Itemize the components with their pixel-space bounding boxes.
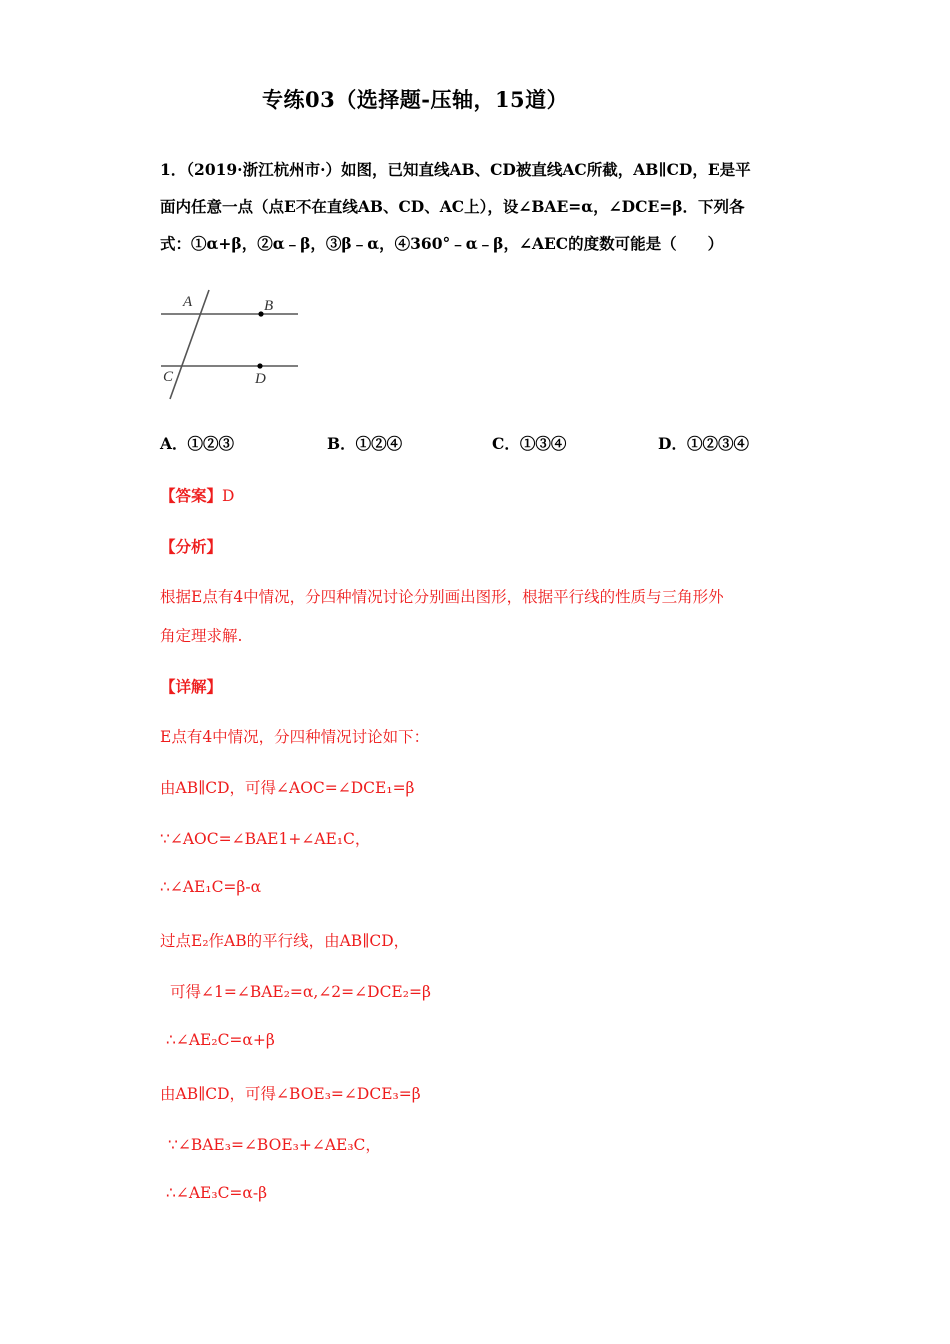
option-d-text: ①②③④ [686,434,749,453]
detail-line-3: ∵∠AOC=∠BAE1+∠AE₁C， [160,830,371,848]
analysis-line-1: 根据E点有4中情况，分四种情况讨论分别画出图形，根据平行线的性质与三角形外 [160,588,724,606]
option-c-letter: C． [492,434,520,453]
question-line-2: 面内任意一点（点E不在直线AB、CD、AC上），设∠BAE=α，∠DCE=β．下列各 [160,197,745,216]
detail-line-2: 由AB∥CD，可得∠AOC=∠DCE₁=β [160,779,415,797]
answer-value: D [222,487,235,505]
page-title: 专练03（选择题-压轴，15道） [262,87,569,112]
option-c [492,432,566,454]
answer-row [160,484,234,506]
question-line-3: 式：①α+β，②α﹣β，③β﹣α，④360°﹣α﹣β，∠AEC的度数可能是（ ） [160,234,724,253]
point-b [258,311,263,316]
geometry-figure [158,286,303,404]
detail-line-6: 可得∠1=∠BAE₂=α,∠2=∠DCE₂=β [170,983,431,1001]
option-a-letter: A． [160,434,188,453]
detail-label: 【详解】 [160,677,223,696]
option-b-letter: B． [327,434,356,453]
question-line-1: 1．（2019·浙江杭州市·）如图，已知直线AB、CD被直线AC所截，AB∥CD，E是平 [160,160,751,179]
label-b: B [264,298,274,314]
detail-line-8: 由AB∥CD，可得∠BOE₃=∠DCE₃=β [160,1085,421,1103]
option-c-text: ①③④ [519,434,567,453]
option-b [327,432,402,454]
detail-line-9: ∵∠BAE₃=∠BOE₃+∠AE₃C， [168,1136,381,1154]
detail-line-1: E点有4中情况，分四种情况讨论如下： [160,728,430,746]
label-a: A [183,294,193,310]
detail-line-10: ∴∠AE₃C=α-β [166,1184,268,1202]
detail-line-7: ∴∠AE₂C=α+β [166,1031,275,1049]
option-b-text: ①②④ [355,434,403,453]
detail-line-4: ∴∠AE₁C=β-α [160,878,262,896]
analysis-line-2: 角定理求解. [160,627,243,645]
answer-label: 【答案】 [160,486,223,505]
analysis-label: 【分析】 [160,537,223,556]
option-a-text: ①②③ [187,434,235,453]
point-d [257,363,262,368]
label-d: D [255,371,266,387]
detail-line-5: 过点E₂作AB的平行线，由AB∥CD， [160,932,410,950]
option-d [658,432,749,454]
option-a [160,432,234,454]
option-d-letter: D． [658,434,687,453]
label-c: C [163,369,174,385]
